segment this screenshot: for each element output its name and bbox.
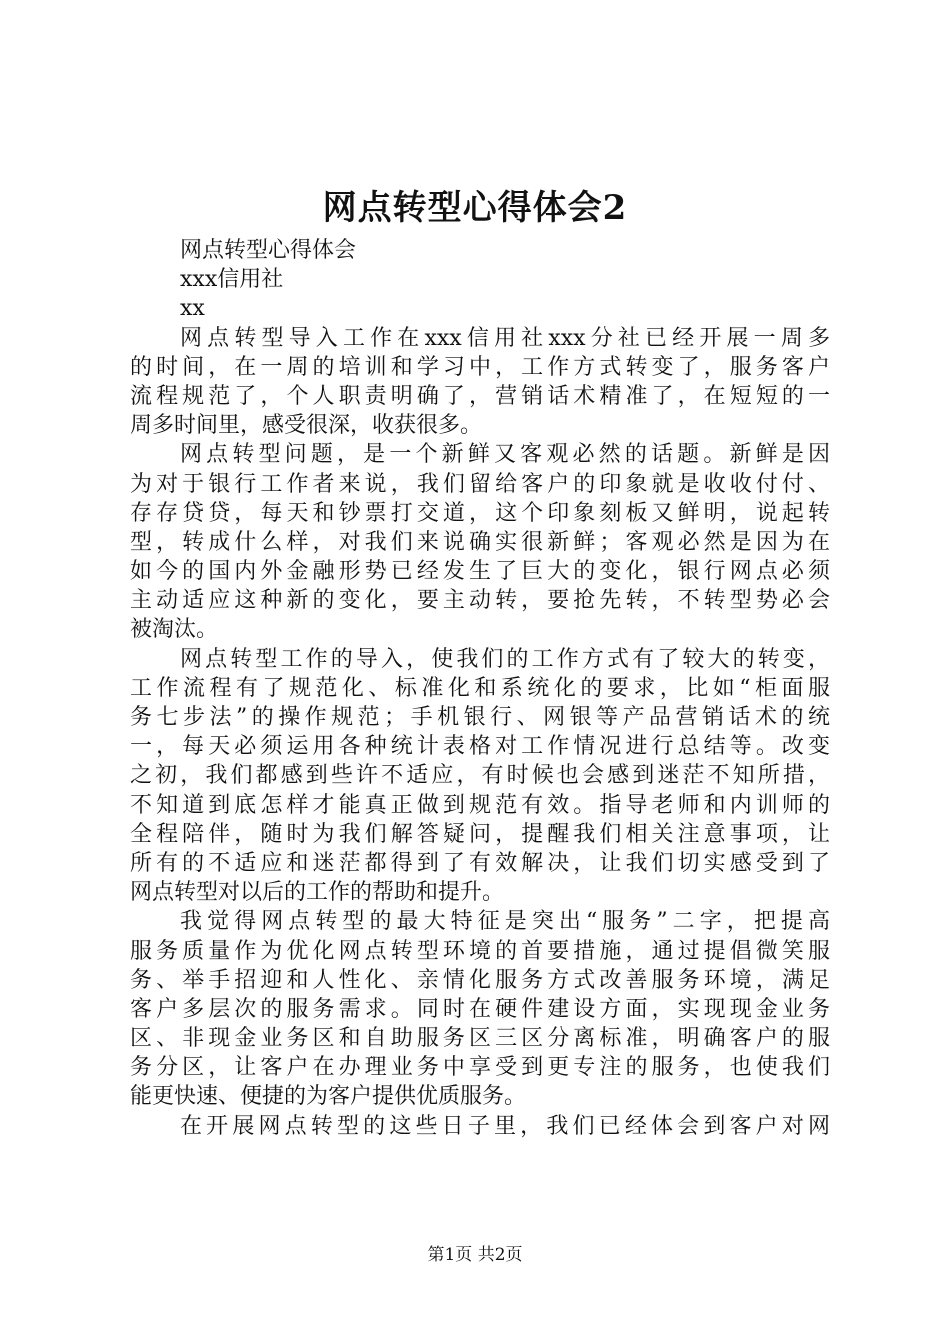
text-line: 全程陪伴，随时为我们解答疑问，提醒我们相关注意事项，让 xyxy=(130,821,830,847)
text-line: 网点转型对以后的工作的帮助和提升。 xyxy=(130,880,505,906)
text-line: xxx信用社 xyxy=(180,267,284,293)
text-line: 型，转成什么样，对我们来说确实很新鲜；客观必然是因为在 xyxy=(130,529,830,555)
text-line: 之初，我们都感到些许不适应，有时候也会感到迷茫不知所措， xyxy=(130,763,830,789)
text-line: 网点转型工作的导入，使我们的工作方式有了较大的转变， xyxy=(180,646,830,672)
text-line: 客户多层次的服务需求。同时在硬件建设方面，实现现金业务 xyxy=(130,996,830,1022)
text-line: 周多时间里，感受很深，收获很多。 xyxy=(130,413,483,439)
text-line: 我觉得网点转型的最大特征是突出“服务”二字，把提高 xyxy=(180,909,830,935)
text-line: 工作流程有了规范化、标准化和系统化的要求，比如“柜面服 xyxy=(130,675,830,701)
text-line: 一，每天必须运用各种统计表格对工作情况进行总结等。改变 xyxy=(130,734,830,760)
text-line: 网点转型问题，是一个新鲜又客观必然的话题。新鲜是因 xyxy=(180,442,830,468)
text-line: 务七步法”的操作规范；手机银行、网银等产品营销话术的统 xyxy=(130,705,830,730)
text-line: 为对于银行工作者来说，我们留给客户的印象就是收收付付、 xyxy=(130,471,830,497)
document-body xyxy=(130,236,830,1141)
text-line: 的时间，在一周的培训和学习中，工作方式转变了，服务客户 xyxy=(130,354,830,380)
text-line: 务、举手招迎和人性化、亲情化服务方式改善服务环境，满足 xyxy=(130,967,830,993)
text-line: 不知道到底怎样才能真正做到规范有效。指导老师和内训师的 xyxy=(130,792,830,818)
text-line: 网点转型心得体会 xyxy=(180,238,357,263)
text-line: 在开展网点转型的这些日子里，我们已经体会到客户对网 xyxy=(180,1113,830,1139)
text-line: 主动适应这种新的变化，要主动转，要抢先转，不转型势必会 xyxy=(130,588,830,614)
document-title: 网点转型心得体会2 xyxy=(322,188,628,228)
text-line: 区、非现金业务区和自助服务区三区分离标准，明确客户的服 xyxy=(130,1026,830,1052)
text-line: 流程规范了，个人职责明确了，营销话术精准了，在短短的一 xyxy=(130,383,830,409)
text-line: 服务质量作为优化网点转型环境的首要措施，通过提倡微笑服 xyxy=(130,938,830,964)
page-footer: 第1页 共2页 xyxy=(427,1245,523,1265)
text-line: 能更快速、便捷的为客户提供优质服务。 xyxy=(130,1084,527,1110)
text-line: 如今的国内外金融形势已经发生了巨大的变化，银行网点必须 xyxy=(130,559,830,585)
text-line: 所有的不适应和迷茫都得到了有效解决，让我们切实感受到了 xyxy=(130,850,830,876)
text-line: xx xyxy=(180,296,205,322)
text-line: 网点转型导入工作在xxx信用社xxx分社已经开展一周多 xyxy=(180,325,830,351)
text-line: 存存贷贷，每天和钞票打交道，这个印象刻板又鲜明，说起转 xyxy=(130,500,830,526)
text-line: 被淘汰。 xyxy=(130,617,219,643)
text-line: 务分区，让客户在办理业务中享受到更专注的服务，也使我们 xyxy=(130,1055,830,1081)
